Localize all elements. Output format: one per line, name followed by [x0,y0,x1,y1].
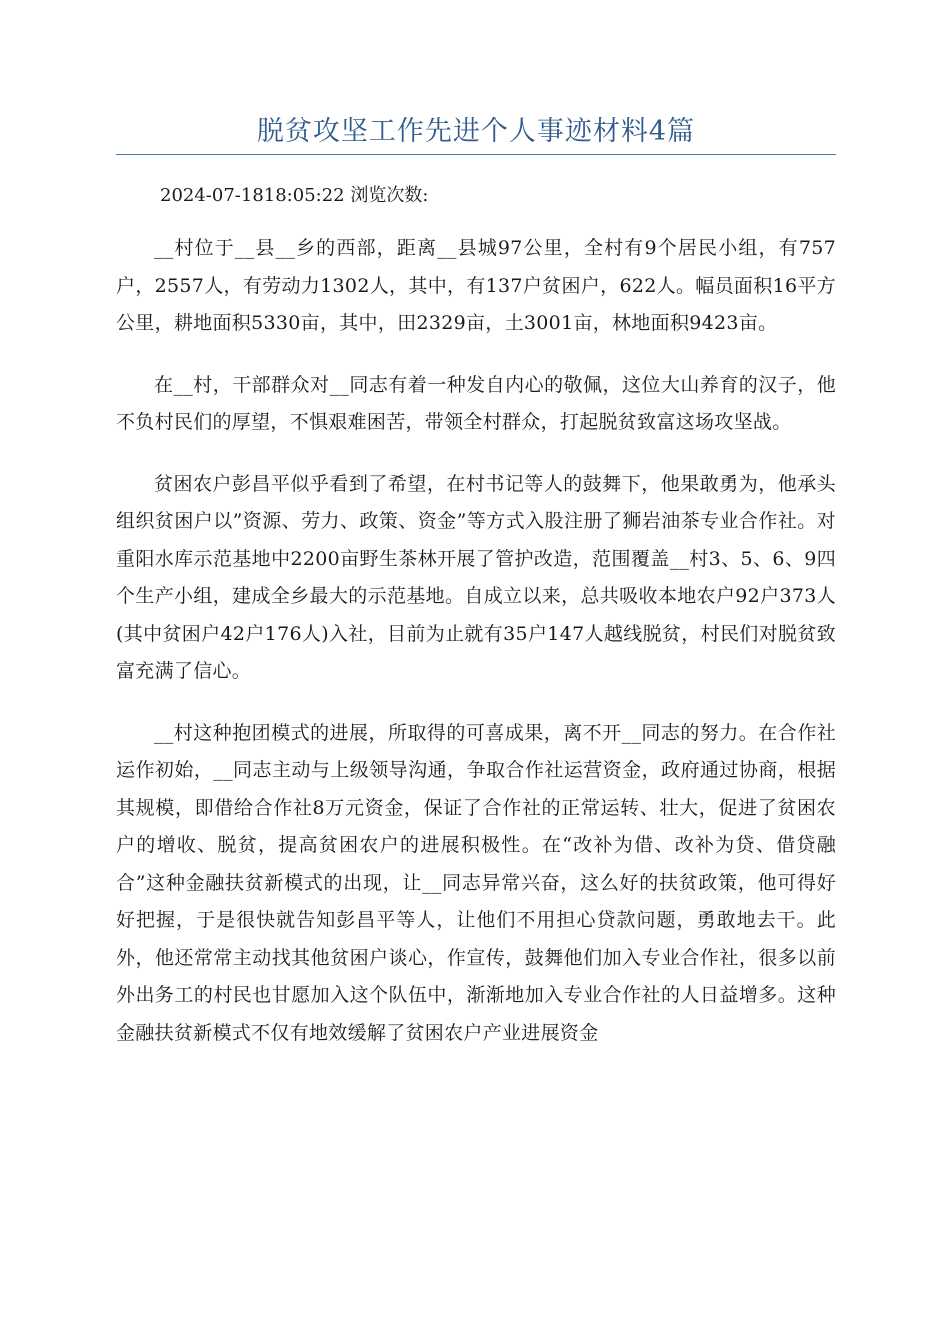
publish-meta: 2024-07-1818:05:22 浏览次数: [160,185,429,206]
document-body [116,230,836,1076]
paragraph-2: 在__村，干部群众对__同志有着一种发自内心的敬佩，这位大山养育的汉子，他不负村民们的厚望，不惧艰难困苦，带领全村群众，打起脱贫致富这场攻坚战。 [116,373,836,433]
paragraph-3: 贫困农户彭昌平似乎看到了希望，在村书记等人的鼓舞下，他果敢勇为，他承头组织贫困户以”资源、劳力、政策、资金”等方式入股注册了狮岩油茶专业合作社。对重阳水库示范基地中2200亩野生茶林开展了管护改造，范围覆盖__村3、5、6、9四个生产小组，建成全乡最大的示范基地。自成立以来，总共吸收本地农户92户373人(其中贫困户42户176人)入社，目前为止就有35户147人越线脱贫，村民们对脱贫致富充满了信心。 [116,472,836,682]
title-underline [116,154,836,155]
document-title: 脱贫攻坚工作先进个人事迹材料4篇 [256,116,696,147]
paragraph-4: __村这种抱团模式的进展，所取得的可喜成果，离不开__同志的努力。在合作社运作初始，__同志主动与上级领导沟通，争取合作社运营资金，政府通过协商，根据其规模，即借给合作社8万元资金，保证了合作社的正常运转、壮大，促进了贫困农户的增收、脱贫，提高贫困农户的进展积极性。在“改补为借、改补为贷、借贷融合”这种金融扶贫新模式的出现，让__同志异常兴奋，这么好的扶贫政策，他可得好好把握，于是很快就告知彭昌平等人，让他们不用担心贷款问题，勇敢地去干。此外，他还常常主动找其他贫困户谈心，作宣传，鼓舞他们加入专业合作社，很多以前外出务工的村民也甘愿加入这个队伍中，渐渐地加入专业合作社的人日益增多。这种金融扶贫新模式不仅有地效缓解了贫困农户产业进展资金 [116,721,836,1044]
paragraph-1: __村位于__县__乡的西部，距离__县城97公里，全村有9个居民小组，有757户，2557人，有劳动力1302人，其中，有137户贫困户，622人。幅员面积16平方公里，耕地面积5330亩，其中，田2329亩，土3001亩，林地面积9423亩。 [116,237,836,334]
